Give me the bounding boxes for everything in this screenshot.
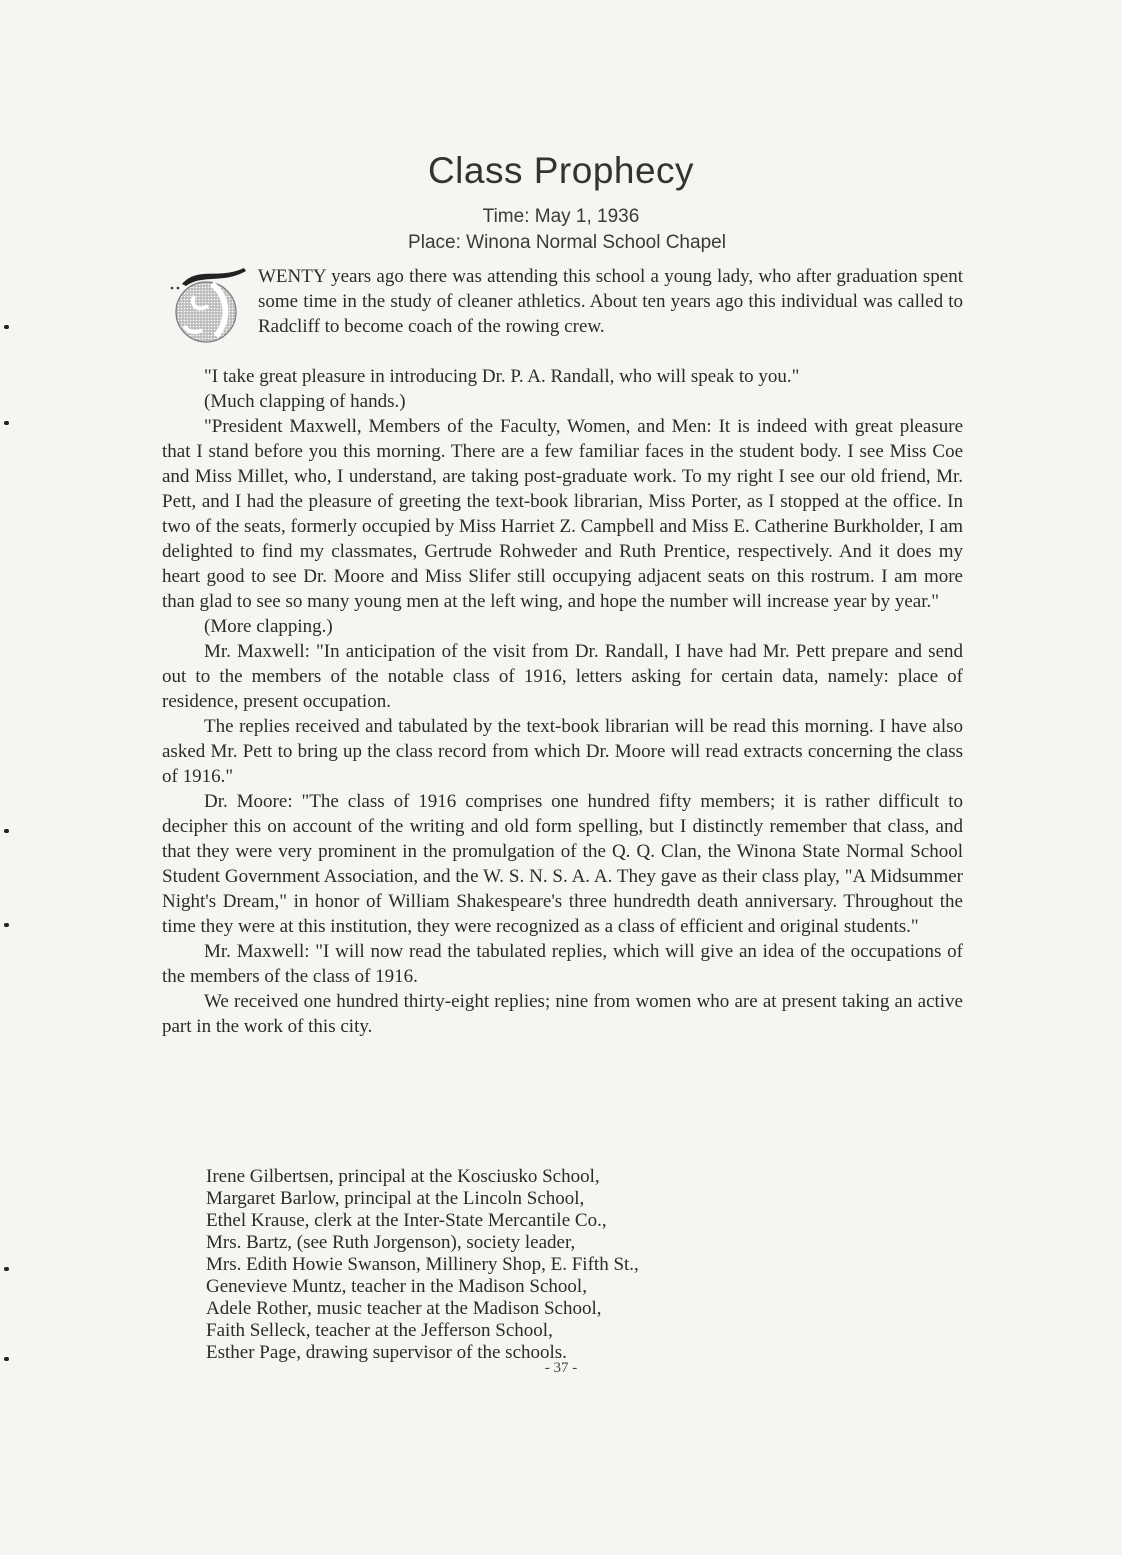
list-item: Irene Gilbertsen, principal at the Kosciusko School, xyxy=(206,1166,600,1187)
list-item: Margaret Barlow, principal at the Lincoln School, xyxy=(206,1188,585,1209)
list-item: Genevieve Muntz, teacher in the Madison School, xyxy=(206,1276,587,1297)
binding-mark xyxy=(4,1267,9,1271)
page-number: - 37 - xyxy=(544,1360,578,1376)
list-item: Faith Selleck, teacher at the Jefferson School, xyxy=(206,1320,553,1341)
paragraph: "I take great pleasure in introducing Dr. P. A. Randall, who will speak to you." xyxy=(204,366,800,387)
replies-list xyxy=(206,1166,906,1364)
paragraph: We received one hundred thirty-eight replies; nine from women who are at present taking an active part in the work of this city. xyxy=(162,991,963,1037)
paragraph: Mr. Maxwell: "In anticipation of the visit from Dr. Randall, I have had Mr. Pett prepare and send out to the members of the notable class of 1916, letters asking for certain data, namely: place of residence, present occupation. xyxy=(162,641,963,712)
place-line: Place: Winona Normal School Chapel xyxy=(408,232,726,253)
paragraph: "President Maxwell, Members of the Faculty, Women, and Men: It is indeed with great pleasure that I stand before you this morning. There are a few familiar faces in the student body. I see Miss Coe and Miss Millet, who, I understand, are taking post-graduate work. To my right I see our old friend, Mr. Pett, and I had the pleasure of greeting the text-book librarian, Miss Porter, as I stopped at the office. In two of the seats, formerly occupied by Miss Harriet Z. Campbell and Miss E. Catherine Burkholder, I am delighted to find my classmates, Gertrude Rohweder and Ruth Prentice, respectively. And it does my heart good to see Dr. Moore and Miss Slifer still occupying adjacent seats on this rostrum. I am more than glad to see so many young men at the left wing, and hope the number will increase year by year." xyxy=(162,416,963,612)
binding-mark xyxy=(4,829,9,833)
binding-mark xyxy=(4,325,9,329)
paragraph: (Much clapping of hands.) xyxy=(204,391,406,412)
opening-paragraph: WENTY years ago there was attending this school a young lady, who after graduation spent some time in the study of cleaner athletics. About ten years ago this individual was called to Radcliff to become coach of the rowing crew. xyxy=(258,266,963,337)
list-item: Adele Rother, music teacher at the Madison School, xyxy=(206,1298,602,1319)
list-item: Mrs. Edith Howie Swanson, Millinery Shop, E. Fifth St., xyxy=(206,1254,639,1275)
page-title: Class Prophecy xyxy=(427,150,695,191)
binding-mark xyxy=(4,421,9,425)
paragraph: Dr. Moore: "The class of 1916 comprises one hundred fifty members; it is rather difficult to decipher this on account of the writing and old form spelling, but I distinctly remember that class, and that they were very prominent in the promulgation of the Q. Q. Clan, the Winona State Normal School Student Government Association, and the W. S. N. S. A. A. They gave as their class play, "A Midsummer Night's Dream," in honor of William Shakespeare's three hundredth death anniversary. Throughout the time they were at this institution, they were recognized as a class of efficient and original students." xyxy=(162,791,963,937)
paragraph: (More clapping.) xyxy=(204,616,333,637)
drop-cap-t-icon xyxy=(168,262,248,346)
list-item: Mrs. Bartz, (see Ruth Jorgenson), society leader, xyxy=(206,1232,576,1253)
list-item: Esther Page, drawing supervisor of the schools. xyxy=(206,1342,567,1363)
body-text xyxy=(162,364,963,1039)
time-line: Time: May 1, 1936 xyxy=(482,206,640,227)
binding-mark xyxy=(4,923,9,927)
paragraph: Mr. Maxwell: "I will now read the tabulated replies, which will give an idea of the occupations of the members of the class of 1916. xyxy=(162,941,963,987)
paragraph: The replies received and tabulated by the text-book librarian will be read this morning. I have also asked Mr. Pett to bring up the class record from which Dr. Moore will read extracts concerning the class of 1916." xyxy=(162,716,963,787)
list-item: Ethel Krause, clerk at the Inter-State Mercantile Co., xyxy=(206,1210,607,1231)
